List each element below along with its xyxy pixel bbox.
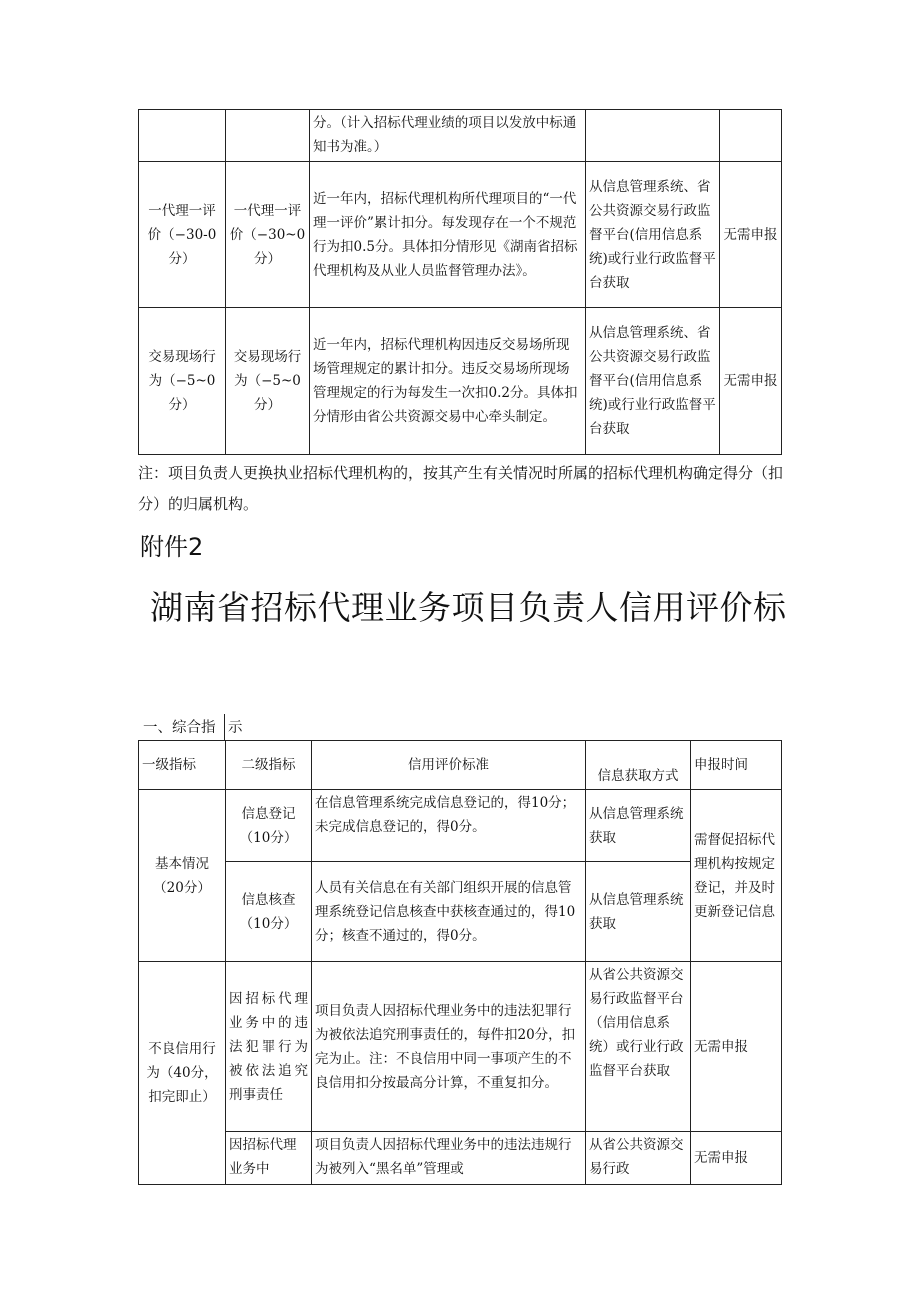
section-label: 一、综合指 [143, 720, 216, 736]
table-cell [720, 110, 782, 162]
source-cell: 从省公共资源交易行政 [586, 1132, 691, 1185]
table-cell [139, 110, 226, 162]
time-cell: 无需申报 [720, 308, 782, 455]
time-cell: 需督促招标代理机构按规定登记，并及时更新登记信息 [691, 790, 782, 962]
table-row [139, 790, 782, 862]
header-level1: 一级指标 [139, 741, 226, 790]
level2-cell: 交易现场行为（−5~0分） [226, 308, 310, 455]
level1-cell: 基本情况（20分） [139, 790, 226, 962]
table-row [139, 1132, 782, 1185]
source-cell: 从信息管理系统获取 [586, 862, 691, 962]
source-cell: 从信息管理系统、省公共资源交易行政监督平台(信用信息系统)或行业行政监督平台获取 [586, 162, 720, 308]
level2-cell: 因招标代理业务中 [226, 1132, 312, 1185]
header-level2: 二级指标 [226, 741, 312, 790]
source-cell: 从省公共资源交易行政监督平台（信用信息系统）或行业行政监督平台获取 [586, 962, 691, 1132]
table-row [139, 110, 782, 162]
level1-cell: 不良信用行为（40分，扣完即止） [139, 962, 226, 1185]
divider [224, 714, 225, 740]
standard-cell: 近一年内，招标代理机构所代理项目的“一代理一评价”累计扣分。每发现存在一个不规范行为扣0.5分。具体扣分情形见《湖南省招标代理机构及从业人员监督管理办法》。 [310, 162, 586, 308]
standard-cell: 近一年内，招标代理机构因违反交易场所现场管理规定的累计扣分。违反交易场所现场管理规定的行为每发生一次扣0.2分。具体扣分情形由省公共资源交易中心牵头制定。 [310, 308, 586, 455]
header-source: 信息获取方式 [586, 741, 691, 790]
table-row [139, 308, 782, 455]
time-cell: 无需申报 [691, 1132, 782, 1185]
level2-cell: 一代理一评价（−30~0分） [226, 162, 310, 308]
level2-cell: 信息登记（10分） [226, 790, 312, 862]
note-text: 注：项目负责人更换执业招标代理机构的，按其产生有关情况时所属的招标代理机构确定得分（扣分）的归属机构。 [138, 464, 784, 513]
table-row [139, 962, 782, 1132]
time-cell: 无需申报 [720, 162, 782, 308]
table-cell: 分。（计入招标代理业绩的项目以发放中标通知书为准。） [310, 110, 586, 162]
table-row [139, 862, 782, 962]
page-title: 湖南省招标代理业务项目负责人信用评价标 [150, 588, 787, 627]
level1-cell: 交易现场行为（−5~0分） [139, 308, 226, 455]
time-cell: 无需申报 [691, 962, 782, 1132]
credit-table-part1 [138, 109, 782, 455]
standard-cell: 项目负责人因招标代理业务中的违法犯罪行为被依法追究刑事责任的，每件扣20分，扣完为止。注：不良信用中同一事项产生的不良信用扣分按最高分计算，不重复扣分。 [312, 962, 586, 1132]
source-cell: 从信息管理系统获取 [586, 790, 691, 862]
standard-cell: 在信息管理系统完成信息登记的，得10分；未完成信息登记的，得0分。 [312, 790, 586, 862]
level1-cell: 一代理一评价（−30-0分） [139, 162, 226, 308]
level2-cell: 信息核查（10分） [226, 862, 312, 962]
annex-label: 附件2 [140, 533, 204, 561]
source-cell: 从信息管理系统、省公共资源交易行政监督平台(信用信息系统)或行业行政监督平台获取 [586, 308, 720, 455]
header-standard: 信用评价标准 [312, 741, 586, 790]
table-cell [226, 110, 310, 162]
credit-table-part2 [138, 740, 782, 1185]
standard-cell: 人员有关信息在有关部门组织开展的信息管理系统登记信息核查中获核查通过的，得10分；核查不通过的，得0分。 [312, 862, 586, 962]
level2-cell: 因招标代理业务中的违法犯罪行为被依法追究刑事责任 [226, 962, 312, 1132]
standard-cell: 项目负责人因招标代理业务中的违法违规行为被列入“黑名单”管理或 [312, 1132, 586, 1185]
table-row [139, 162, 782, 308]
table-header-row [139, 741, 782, 790]
table-cell [586, 110, 720, 162]
header-time: 申报时间 [691, 741, 782, 790]
section-label-tail: 示 [228, 720, 243, 736]
